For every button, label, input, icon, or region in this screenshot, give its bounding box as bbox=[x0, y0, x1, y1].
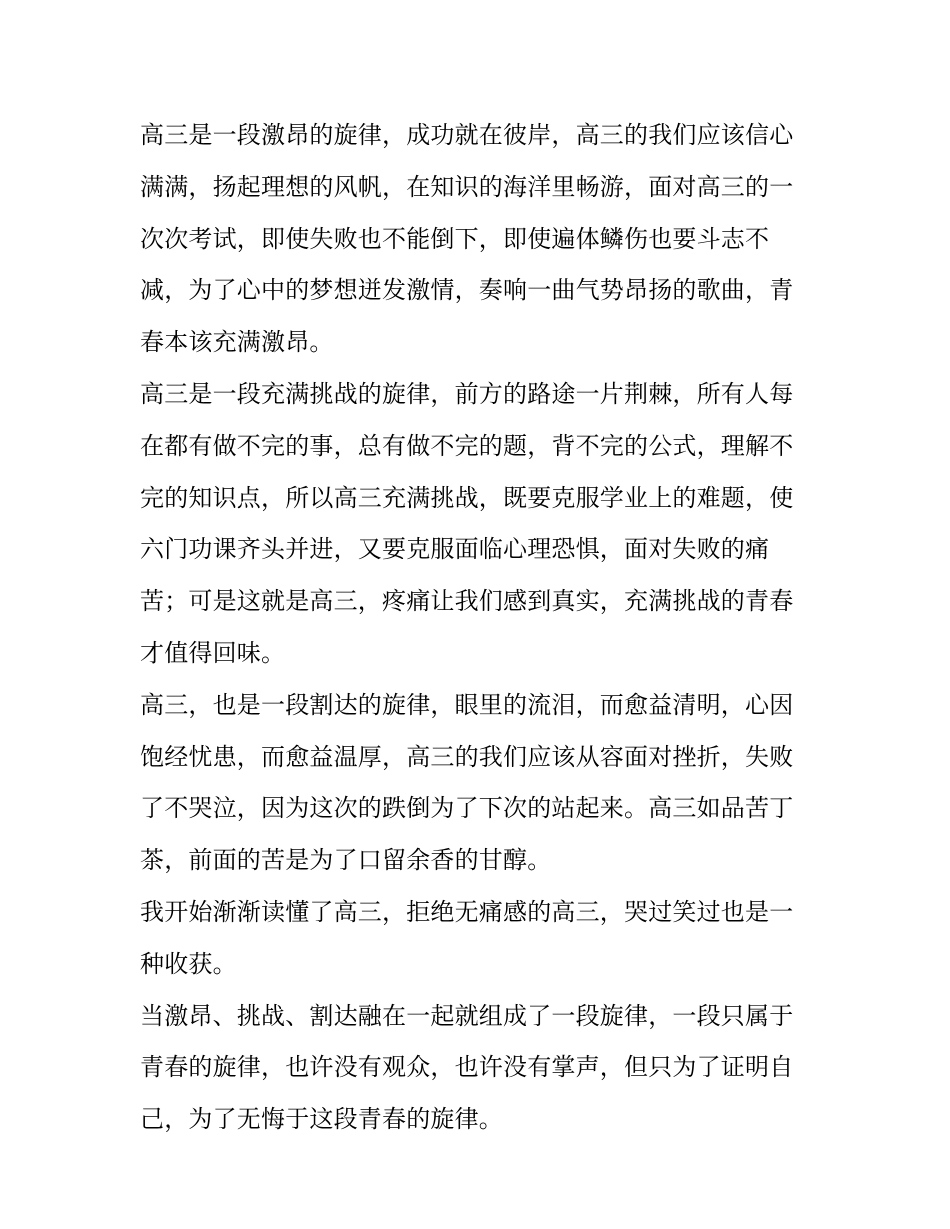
text-line: 高三是一段充满挑战的旋律，前方的路途一片荆棘，所有人每 bbox=[140, 379, 794, 408]
text-line: 当激昂、挑战、割达融在一起就组成了一段旋律，一段只属于 bbox=[140, 1001, 794, 1030]
text-line: 在都有做不完的事，总有做不完的题，背不完的公式，理解不 bbox=[140, 431, 794, 460]
text-line: 茶，前面的苦是为了口留余香的甘醇。 bbox=[140, 846, 552, 875]
text-line: 六门功课齐头并进，又要克服面临心理恐惧，面对失败的痛 bbox=[140, 535, 770, 564]
document-body bbox=[140, 110, 820, 1146]
text-line: 春本该充满激昂。 bbox=[140, 328, 334, 357]
text-line: 满满，扬起理想的风帆，在知识的海洋里畅游，面对高三的一 bbox=[140, 172, 794, 201]
text-line: 苦；可是这就是高三，疼痛让我们感到真实，充满挑战的青春 bbox=[140, 587, 794, 616]
text-line: 次次考试，即使失败也不能倒下，即使遍体鳞伤也要斗志不 bbox=[140, 224, 770, 253]
text-line: 己，为了无悔于这段青春的旋律。 bbox=[140, 1105, 503, 1134]
text-line: 才值得回味。 bbox=[140, 638, 286, 667]
text-line: 青春的旋律，也许没有观众，也许没有掌声，但只为了证明自 bbox=[140, 1053, 794, 1082]
text-line: 饱经忧患，而愈益温厚，高三的我们应该从容面对挫折，失败 bbox=[140, 742, 794, 771]
text-line: 我开始渐渐读懂了高三，拒绝无痛感的高三，哭过笑过也是一 bbox=[140, 897, 794, 926]
text-line: 种收获。 bbox=[140, 949, 237, 978]
text-line: 了不哭泣，因为这次的跌倒为了下次的站起来。高三如品苦丁 bbox=[140, 794, 794, 823]
text-line: 高三，也是一段割达的旋律，眼里的流泪，而愈益清明，心因 bbox=[140, 690, 794, 719]
text-line: 高三是一段激昂的旋律，成功就在彼岸，高三的我们应该信心 bbox=[140, 121, 794, 149]
text-line: 减，为了心中的梦想迸发激情，奏响一曲气势昂扬的歌曲，青 bbox=[140, 276, 794, 305]
text-line: 完的知识点，所以高三充满挑战，既要克服学业上的难题，使 bbox=[140, 483, 794, 512]
